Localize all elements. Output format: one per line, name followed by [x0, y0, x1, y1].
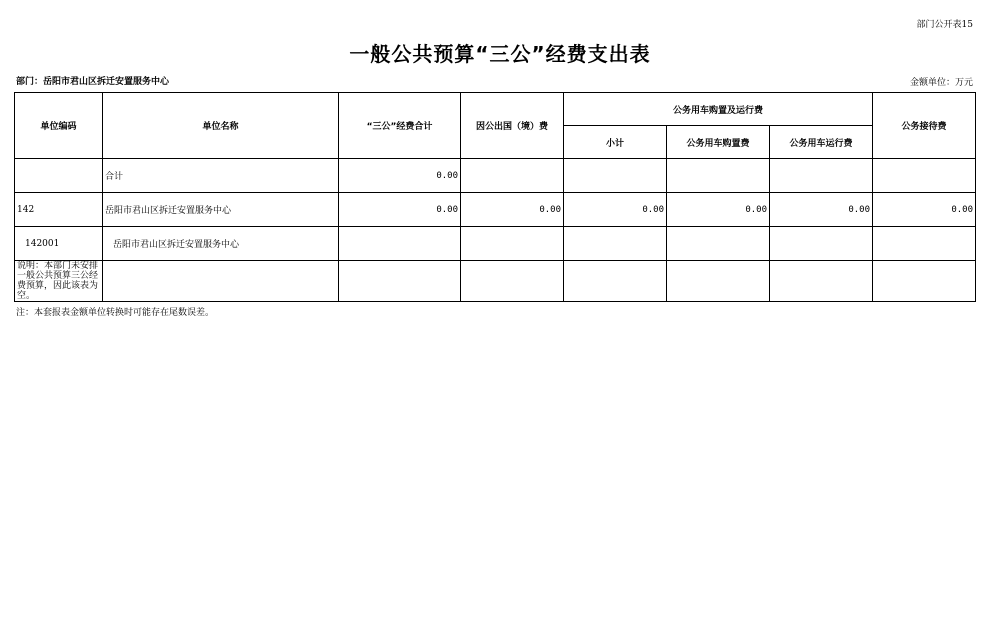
- cell-operation: [770, 159, 873, 193]
- header-vehicle-purchase: 公务用车购置费: [667, 126, 770, 159]
- cell-overseas: [461, 227, 564, 261]
- department-label: 部门：岳阳市君山区拆迁安置服务中心: [16, 77, 170, 87]
- cell-overseas: [461, 159, 564, 193]
- cell-operation: 0.00: [770, 193, 873, 227]
- cell-reception: 0.00: [873, 193, 976, 227]
- cell-name: 合计: [103, 159, 339, 193]
- table-row-department: [15, 193, 976, 227]
- empty-cell: [873, 261, 976, 302]
- cell-code: [15, 159, 103, 193]
- cell-total: [339, 227, 461, 261]
- empty-cell: [564, 261, 667, 302]
- footnote: 注：本套报表金额单位转换时可能存在尾数误差。: [16, 308, 215, 318]
- empty-cell: [339, 261, 461, 302]
- page-title: 一般公共预算“三公”经费支出表: [349, 42, 651, 66]
- header-vehicle-subtotal: 小计: [564, 126, 667, 159]
- cell-code: 142001: [15, 227, 103, 261]
- header-unit-name: 单位名称: [103, 93, 339, 159]
- cell-name: 岳阳市君山区拆迁安置服务中心: [103, 227, 339, 261]
- note-text: 说明：本部门未安排一般公共预算三公经费预算，因此该表为空。: [17, 261, 99, 301]
- empty-cell: [667, 261, 770, 302]
- empty-cell: [770, 261, 873, 302]
- header-reception-expense: 公务接待费: [873, 93, 976, 159]
- cell-purchase: [667, 159, 770, 193]
- header-vehicle-operation: 公务用车运行费: [770, 126, 873, 159]
- form-number: 部门公开表15: [916, 20, 973, 30]
- cell-total: 0.00: [339, 159, 461, 193]
- cell-purchase: 0.00: [667, 193, 770, 227]
- table-row-unit: [15, 227, 976, 261]
- cell-subtotal: [564, 159, 667, 193]
- header-vehicle-group: 公务用车购置及运行费: [564, 93, 873, 126]
- header-overseas-expense: 因公出国（境）费: [461, 93, 564, 159]
- header-unit-code: 单位编码: [15, 93, 103, 159]
- empty-cell: [461, 261, 564, 302]
- header-three-public-total: “三公”经费合计: [339, 93, 461, 159]
- cell-code: 142: [15, 193, 103, 227]
- cell-name: 岳阳市君山区拆迁安置服务中心: [103, 193, 339, 227]
- empty-cell: [103, 261, 339, 302]
- amount-unit-label: 金额单位：万元: [909, 78, 973, 88]
- cell-purchase: [667, 227, 770, 261]
- table-row-note: [15, 261, 976, 302]
- cell-overseas: 0.00: [461, 193, 564, 227]
- cell-reception: [873, 227, 976, 261]
- three-public-expense-table: [14, 92, 976, 302]
- cell-reception: [873, 159, 976, 193]
- cell-subtotal: [564, 227, 667, 261]
- cell-subtotal: 0.00: [564, 193, 667, 227]
- cell-operation: [770, 227, 873, 261]
- cell-total: 0.00: [339, 193, 461, 227]
- note-cell: [15, 261, 103, 302]
- table-row-total: [15, 159, 976, 193]
